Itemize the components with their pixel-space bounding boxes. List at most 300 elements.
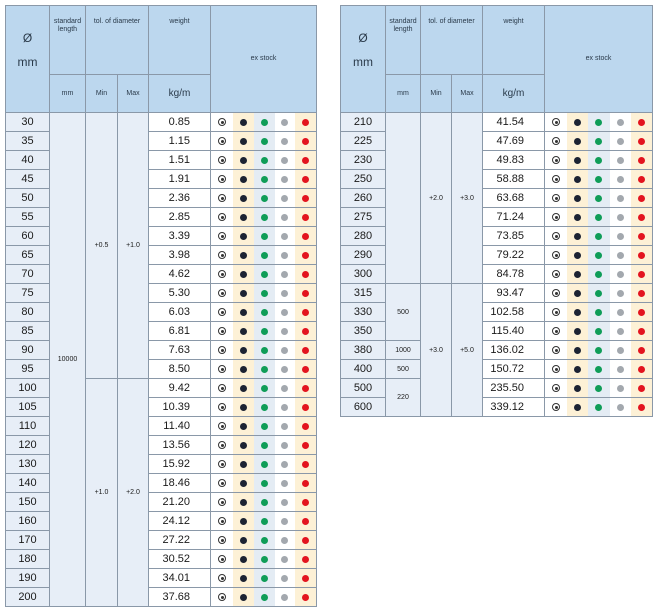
black-dot-icon [240,499,247,506]
weight-cell: 339.12 [483,398,545,417]
diameter-cell: 160 [6,512,50,531]
target-ring-icon [218,384,226,392]
target-ring-icon [552,137,560,145]
diameter-cell: 290 [341,246,386,265]
stock-indicators [545,322,653,341]
diameter-cell: 50 [6,189,50,208]
weight-cell: 9.42 [149,379,211,398]
red-dot-icon [638,195,645,202]
diameter-cell: 190 [6,569,50,588]
red-dot-icon [302,252,309,259]
black-dot-icon [240,594,247,601]
target-ring-icon [552,232,560,240]
weight-cell: 93.47 [483,284,545,303]
green-dot-icon [595,271,602,278]
standard-length-header: standard length [386,6,421,75]
diameter-cell: 300 [341,265,386,284]
diameter-cell: 150 [6,493,50,512]
stock-indicators [545,341,653,360]
max-header: Max [118,75,149,113]
black-dot-icon [574,328,581,335]
red-dot-icon [302,575,309,582]
target-ring-icon [218,232,226,240]
tolerance-min-cell: +0.5 [86,113,118,379]
red-dot-icon [302,271,309,278]
black-dot-icon [240,176,247,183]
stock-indicators [211,113,317,132]
green-dot-icon [595,347,602,354]
ex-stock-header: ex stock [211,6,317,113]
ex-stock-header: ex stock [545,6,653,113]
target-ring-icon [218,460,226,468]
target-ring-icon [218,156,226,164]
weight-cell: 84.78 [483,265,545,284]
black-dot-icon [574,214,581,221]
green-dot-icon [595,176,602,183]
weight-cell: 1.15 [149,132,211,151]
red-dot-icon [302,556,309,563]
tolerance-min-cell: +3.0 [421,284,452,417]
stock-indicators [545,189,653,208]
grey-dot-icon [281,404,288,411]
stock-indicators [211,341,317,360]
black-dot-icon [240,423,247,430]
weight-cell: 3.98 [149,246,211,265]
grey-dot-icon [281,385,288,392]
green-dot-icon [261,423,268,430]
weight-cell: 0.85 [149,113,211,132]
diameter-cell: 80 [6,303,50,322]
diameter-cell: 40 [6,151,50,170]
grey-dot-icon [617,271,624,278]
stock-indicators [545,227,653,246]
standard-length-cell: 500 [386,284,421,341]
stock-indicators [545,208,653,227]
weight-cell: 2.36 [149,189,211,208]
green-dot-icon [261,138,268,145]
grey-dot-icon [617,290,624,297]
stock-indicators [211,398,317,417]
green-dot-icon [595,138,602,145]
weight-cell: 6.03 [149,303,211,322]
diameter-cell: 70 [6,265,50,284]
diameter-cell: 210 [341,113,386,132]
stock-indicators [211,132,317,151]
target-ring-icon [552,384,560,392]
weight-cell: 8.50 [149,360,211,379]
black-dot-icon [240,480,247,487]
target-ring-icon [218,194,226,202]
diameter-cell: 200 [6,588,50,607]
black-dot-icon [240,385,247,392]
green-dot-icon [595,233,602,240]
diameter-symbol: Ø [358,31,368,45]
grey-dot-icon [281,461,288,468]
tolerance-max-cell: +2.0 [118,379,149,607]
tolerance-header: tol. of diameter [421,6,483,75]
diameter-cell: 105 [6,398,50,417]
diameter-cell: 65 [6,246,50,265]
grey-dot-icon [281,309,288,316]
stock-indicators [211,265,317,284]
stock-indicators [211,531,317,550]
standard-length-cell: 1000 [386,341,421,360]
red-dot-icon [638,347,645,354]
black-dot-icon [240,157,247,164]
diameter-cell: 280 [341,227,386,246]
target-ring-icon [218,118,226,126]
black-dot-icon [240,252,247,259]
green-dot-icon [595,119,602,126]
diameter-cell: 230 [341,151,386,170]
green-dot-icon [595,252,602,259]
red-dot-icon [302,423,309,430]
grey-dot-icon [281,518,288,525]
black-dot-icon [240,347,247,354]
grey-dot-icon [281,195,288,202]
grey-dot-icon [617,385,624,392]
green-dot-icon [261,252,268,259]
weight-cell: 58.88 [483,170,545,189]
grey-dot-icon [281,157,288,164]
green-dot-icon [261,385,268,392]
red-dot-icon [302,518,309,525]
max-header: Max [452,75,483,113]
diameter-cell: 130 [6,455,50,474]
black-dot-icon [574,176,581,183]
grey-dot-icon [281,233,288,240]
weight-unit: kg/m [483,75,545,113]
green-dot-icon [261,442,268,449]
grey-dot-icon [281,594,288,601]
weight-cell: 10.39 [149,398,211,417]
target-ring-icon [552,327,560,335]
stock-indicators [211,588,317,607]
weight-cell: 2.85 [149,208,211,227]
weight-cell: 4.62 [149,265,211,284]
diameter-cell: 350 [341,322,386,341]
stock-indicators [545,246,653,265]
black-dot-icon [574,271,581,278]
red-dot-icon [302,347,309,354]
table-row [341,284,653,303]
red-dot-icon [638,252,645,259]
stock-indicators [545,132,653,151]
weight-cell: 24.12 [149,512,211,531]
red-dot-icon [638,119,645,126]
stock-indicators [211,151,317,170]
grey-dot-icon [281,480,288,487]
tolerance-max-cell: +1.0 [118,113,149,379]
green-dot-icon [261,499,268,506]
target-ring-icon [218,251,226,259]
standard-length-header: standard length [50,6,86,75]
grey-dot-icon [281,442,288,449]
target-ring-icon [218,555,226,563]
red-dot-icon [302,290,309,297]
stock-indicators [211,455,317,474]
weight-cell: 136.02 [483,341,545,360]
standard-length-cell [386,113,421,284]
min-header: Min [86,75,118,113]
stock-table-left [5,5,317,607]
diameter-cell: 35 [6,132,50,151]
green-dot-icon [261,404,268,411]
weight-cell: 34.01 [149,569,211,588]
diameter-cell: 100 [6,379,50,398]
stock-indicators [211,569,317,588]
target-ring-icon [552,289,560,297]
weight-cell: 235.50 [483,379,545,398]
black-dot-icon [240,404,247,411]
black-dot-icon [574,309,581,316]
red-dot-icon [302,195,309,202]
length-unit: mm [386,75,421,113]
green-dot-icon [595,157,602,164]
diameter-cell: 380 [341,341,386,360]
diameter-unit: mm [353,55,373,69]
red-dot-icon [638,233,645,240]
diameter-cell: 500 [341,379,386,398]
diameter-cell: 90 [6,341,50,360]
green-dot-icon [261,366,268,373]
weight-cell: 1.91 [149,170,211,189]
stock-indicators [211,512,317,531]
target-ring-icon [218,327,226,335]
black-dot-icon [574,252,581,259]
target-ring-icon [218,137,226,145]
target-ring-icon [552,346,560,354]
grey-dot-icon [281,176,288,183]
black-dot-icon [240,195,247,202]
stock-indicators [211,379,317,398]
green-dot-icon [595,385,602,392]
grey-dot-icon [281,138,288,145]
stock-indicators [211,246,317,265]
red-dot-icon [302,442,309,449]
weight-cell: 49.83 [483,151,545,170]
red-dot-icon [638,385,645,392]
green-dot-icon [261,309,268,316]
green-dot-icon [595,290,602,297]
weight-cell: 150.72 [483,360,545,379]
target-ring-icon [218,517,226,525]
grey-dot-icon [281,366,288,373]
black-dot-icon [240,328,247,335]
green-dot-icon [261,290,268,297]
target-ring-icon [218,270,226,278]
grey-dot-icon [617,157,624,164]
red-dot-icon [302,176,309,183]
black-dot-icon [240,575,247,582]
diameter-cell: 225 [341,132,386,151]
weight-cell: 115.40 [483,322,545,341]
black-dot-icon [574,157,581,164]
grey-dot-icon [281,556,288,563]
green-dot-icon [261,347,268,354]
green-dot-icon [261,575,268,582]
diameter-header [6,6,50,113]
green-dot-icon [261,233,268,240]
weight-cell: 5.30 [149,284,211,303]
grey-dot-icon [281,214,288,221]
green-dot-icon [261,195,268,202]
stock-indicators [545,170,653,189]
diameter-cell: 330 [341,303,386,322]
green-dot-icon [595,328,602,335]
tolerance-min-cell: +1.0 [86,379,118,607]
diameter-cell: 140 [6,474,50,493]
red-dot-icon [638,176,645,183]
grey-dot-icon [617,195,624,202]
stock-indicators [211,284,317,303]
length-unit: mm [50,75,86,113]
red-dot-icon [638,404,645,411]
green-dot-icon [261,480,268,487]
target-ring-icon [552,156,560,164]
target-ring-icon [552,213,560,221]
weight-cell: 71.24 [483,208,545,227]
stock-indicators [545,379,653,398]
black-dot-icon [574,347,581,354]
stock-indicators [211,417,317,436]
green-dot-icon [595,309,602,316]
stock-indicators [211,170,317,189]
stock-indicators [211,550,317,569]
tolerance-min-cell: +2.0 [421,113,452,284]
stock-indicators [211,227,317,246]
target-ring-icon [218,422,226,430]
green-dot-icon [261,461,268,468]
grey-dot-icon [281,537,288,544]
stock-indicators [211,436,317,455]
grey-dot-icon [617,252,624,259]
weight-unit: kg/m [149,75,211,113]
weight-cell: 102.58 [483,303,545,322]
diameter-cell: 275 [341,208,386,227]
red-dot-icon [302,119,309,126]
standard-length-cell: 10000 [50,113,86,607]
black-dot-icon [240,366,247,373]
black-dot-icon [240,309,247,316]
target-ring-icon [218,536,226,544]
grey-dot-icon [617,119,624,126]
target-ring-icon [218,479,226,487]
grey-dot-icon [281,119,288,126]
grey-dot-icon [281,328,288,335]
green-dot-icon [261,594,268,601]
weight-cell: 21.20 [149,493,211,512]
red-dot-icon [302,480,309,487]
grey-dot-icon [617,347,624,354]
table-row [341,360,653,379]
target-ring-icon [218,593,226,601]
black-dot-icon [240,537,247,544]
stock-indicators [211,474,317,493]
green-dot-icon [261,328,268,335]
target-ring-icon [552,403,560,411]
black-dot-icon [240,233,247,240]
red-dot-icon [638,309,645,316]
weight-cell: 6.81 [149,322,211,341]
diameter-cell: 45 [6,170,50,189]
black-dot-icon [574,290,581,297]
grey-dot-icon [617,404,624,411]
black-dot-icon [574,404,581,411]
green-dot-icon [261,271,268,278]
stock-indicators [545,360,653,379]
weight-cell: 15.92 [149,455,211,474]
black-dot-icon [574,233,581,240]
standard-length-cell: 220 [386,379,421,417]
target-ring-icon [218,213,226,221]
weight-cell: 63.68 [483,189,545,208]
black-dot-icon [574,195,581,202]
target-ring-icon [218,403,226,411]
target-ring-icon [552,270,560,278]
green-dot-icon [261,119,268,126]
green-dot-icon [595,195,602,202]
tolerance-max-cell: +5.0 [452,284,483,417]
target-ring-icon [552,365,560,373]
weight-cell: 79.22 [483,246,545,265]
red-dot-icon [302,366,309,373]
table-row [6,113,317,132]
target-ring-icon [218,365,226,373]
red-dot-icon [302,594,309,601]
weight-cell: 7.63 [149,341,211,360]
diameter-cell: 600 [341,398,386,417]
stock-indicators [211,360,317,379]
red-dot-icon [302,214,309,221]
grey-dot-icon [617,366,624,373]
black-dot-icon [574,385,581,392]
table-row [341,341,653,360]
stock-indicators [211,322,317,341]
black-dot-icon [574,119,581,126]
red-dot-icon [638,328,645,335]
target-ring-icon [552,308,560,316]
red-dot-icon [302,385,309,392]
diameter-symbol: Ø [22,31,33,45]
target-ring-icon [218,308,226,316]
red-dot-icon [638,290,645,297]
weight-header: weight [483,6,545,75]
diameter-cell: 250 [341,170,386,189]
stock-indicators [545,265,653,284]
grey-dot-icon [617,138,624,145]
min-header: Min [421,75,452,113]
target-ring-icon [552,251,560,259]
grey-dot-icon [281,575,288,582]
black-dot-icon [240,214,247,221]
weight-cell: 41.54 [483,113,545,132]
weight-header: weight [149,6,211,75]
black-dot-icon [240,119,247,126]
diameter-cell: 30 [6,113,50,132]
target-ring-icon [218,498,226,506]
weight-cell: 73.85 [483,227,545,246]
green-dot-icon [261,157,268,164]
stock-indicators [545,151,653,170]
red-dot-icon [302,328,309,335]
grey-dot-icon [617,328,624,335]
target-ring-icon [552,194,560,202]
diameter-cell: 55 [6,208,50,227]
diameter-cell: 75 [6,284,50,303]
stock-indicators [211,189,317,208]
weight-cell: 30.52 [149,550,211,569]
